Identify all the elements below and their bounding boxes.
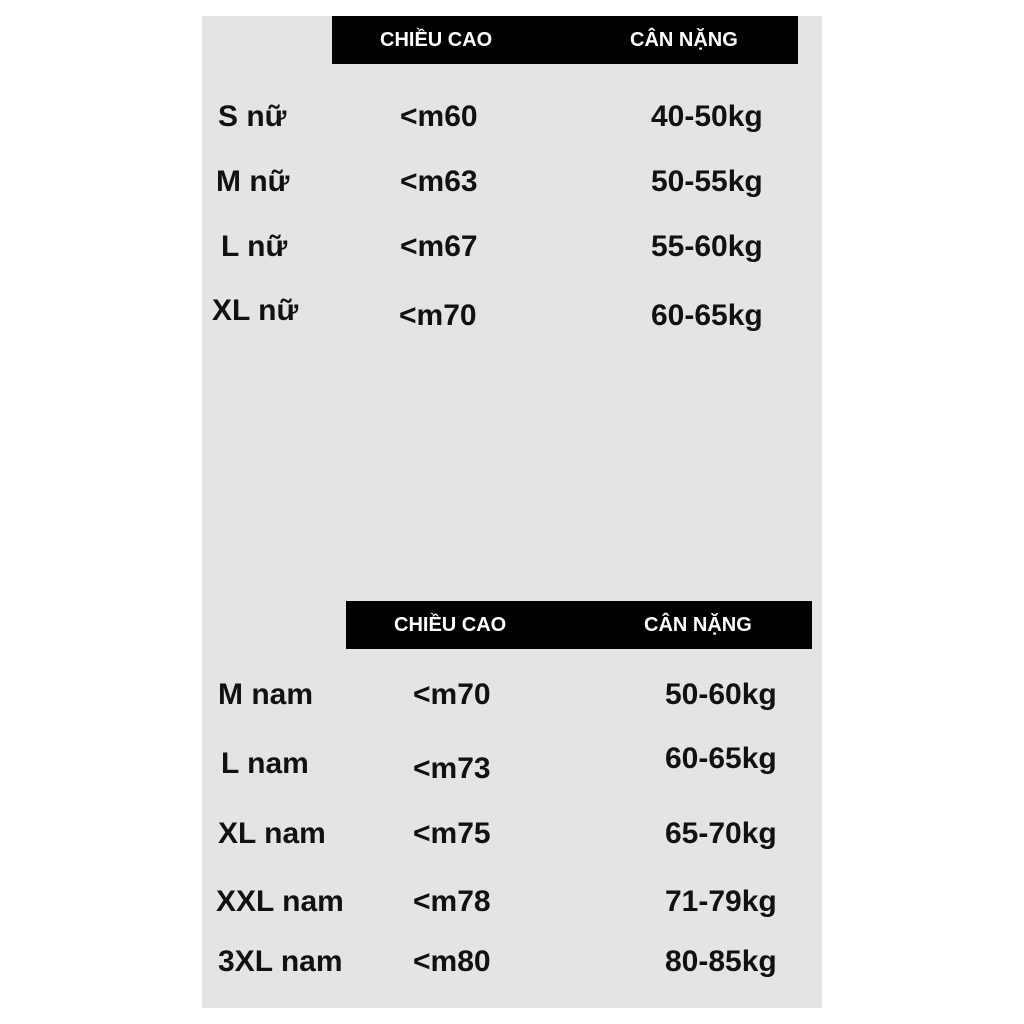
men-row-2-height: <m73 — [413, 752, 491, 785]
women-row-4-size: XL nữ — [212, 294, 299, 327]
women-row-2-size: M nữ — [216, 165, 290, 198]
men-table-header — [346, 601, 812, 649]
women-height-header: CHIỀU CAO — [380, 29, 493, 51]
men-row-1-weight: 50-60kg — [665, 678, 777, 711]
women-row-1-height: <m60 — [400, 100, 478, 133]
men-row-4-height: <m78 — [413, 885, 491, 918]
women-table-header — [332, 16, 798, 64]
men-row-3-height: <m75 — [413, 817, 491, 850]
men-row-5-size: 3XL nam — [218, 945, 343, 978]
men-row-4-weight: 71-79kg — [665, 885, 777, 918]
men-row-1-size: M nam — [218, 678, 314, 711]
men-row-4-size: XXL nam — [216, 885, 344, 918]
women-row-1-weight: 40-50kg — [651, 100, 763, 133]
men-row-2-weight: 60-65kg — [665, 742, 777, 775]
women-row-3-size: L nữ — [221, 230, 288, 263]
men-row-3-weight: 65-70kg — [665, 817, 777, 850]
women-row-1-size: S nữ — [218, 100, 287, 133]
men-row-1-height: <m70 — [413, 678, 491, 711]
women-row-3-weight: 55-60kg — [651, 230, 763, 263]
men-row-5-height: <m80 — [413, 945, 491, 978]
men-weight-header: CÂN NẶNG — [644, 614, 752, 636]
men-row-5-weight: 80-85kg — [665, 945, 777, 978]
women-row-2-height: <m63 — [400, 165, 478, 198]
men-row-3-size: XL nam — [218, 817, 326, 850]
women-row-2-weight: 50-55kg — [651, 165, 763, 198]
men-row-2-size: L nam — [221, 747, 309, 780]
women-weight-header: CÂN NẶNG — [630, 29, 738, 51]
women-row-3-height: <m67 — [400, 230, 478, 263]
men-height-header: CHIỀU CAO — [394, 614, 507, 636]
women-row-4-weight: 60-65kg — [651, 299, 763, 332]
women-row-4-height: <m70 — [399, 299, 477, 332]
